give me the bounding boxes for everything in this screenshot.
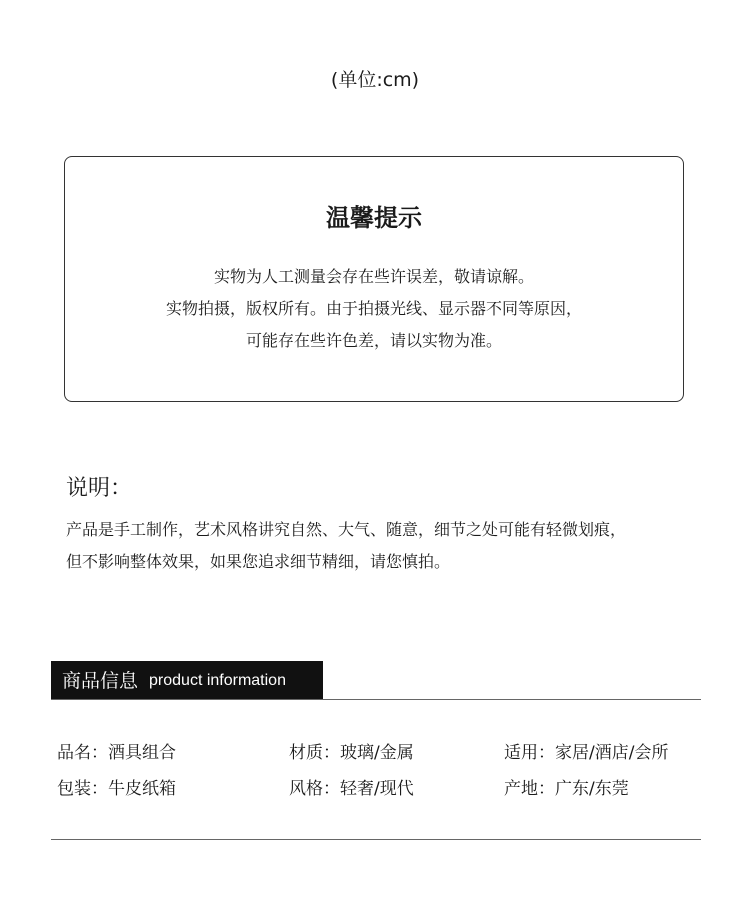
spec-style: 风格：轻奢/现代	[289, 779, 414, 799]
notice-line-1: 实物为人工测量会存在些许误差，敬请谅解。	[213, 267, 534, 286]
description-title: 说明：	[66, 476, 133, 501]
description-line-2: 但不影响整体效果，如果您追求细节精细，请您慎拍。	[66, 552, 451, 571]
notice-text	[65, 261, 683, 357]
product-info-header-cn: 商品信息	[62, 669, 139, 692]
spec-packaging: 包装：牛皮纸箱	[57, 779, 176, 799]
product-info-header-en: product information	[149, 671, 286, 689]
spec-row	[0, 776, 750, 802]
divider-bottom	[51, 839, 701, 840]
unit-label: (单位:cm)	[330, 69, 420, 91]
spec-origin: 产地：广东/东莞	[504, 779, 629, 799]
notice-line-2: 实物拍摄，版权所有。由于拍摄光线、显示器不同等原因，	[165, 299, 582, 318]
spec-material: 材质：玻璃/金属	[289, 743, 414, 763]
spec-row	[0, 740, 750, 766]
product-info-header	[51, 661, 323, 700]
notice-box	[64, 156, 684, 402]
description-line-1: 产品是手工制作，艺术风格讲究自然、大气、随意，细节之处可能有轻微划痕，	[66, 520, 627, 539]
divider-top	[51, 699, 701, 700]
notice-title: 温馨提示	[326, 204, 422, 232]
spec-product-name: 品名：酒具组合	[57, 743, 176, 763]
description-body	[66, 514, 706, 578]
notice-line-3: 可能存在些许色差，请以实物为准。	[245, 331, 502, 350]
spec-usage: 适用：家居/酒店/会所	[504, 743, 669, 763]
